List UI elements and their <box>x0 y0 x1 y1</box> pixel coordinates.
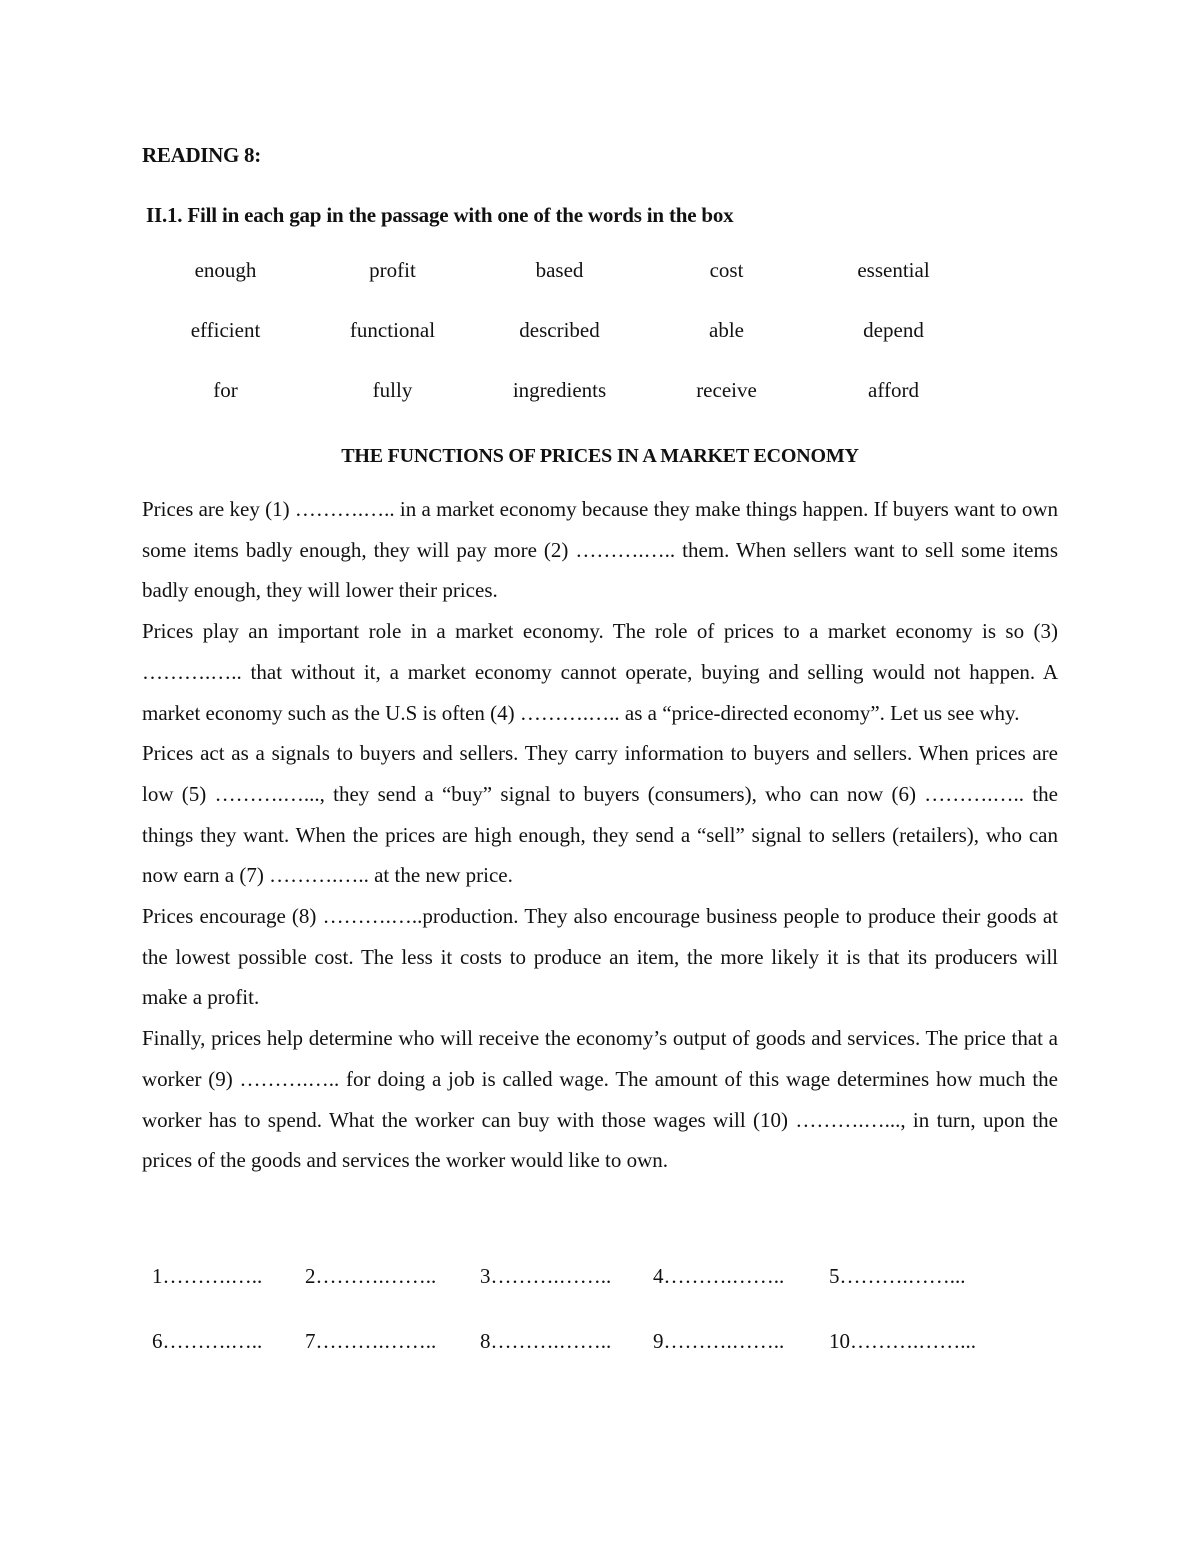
answer-blank: 2……….…….. <box>305 1264 437 1288</box>
answer-blank: 8……….…….. <box>480 1329 612 1353</box>
word-option: efficient <box>190 318 261 342</box>
word-box <box>142 258 977 438</box>
answer-blank: 10……….……... <box>829 1329 976 1353</box>
answer-blank: 5……….……... <box>829 1264 966 1288</box>
reading-heading: READING 8: <box>142 143 261 167</box>
word-option: essential <box>857 258 930 282</box>
word-option: profit <box>369 258 416 282</box>
word-option: described <box>519 318 600 342</box>
answer-blank: 4……….…….. <box>653 1264 785 1288</box>
answer-blank: 7……….…….. <box>305 1329 437 1353</box>
word-option: able <box>709 318 744 342</box>
word-option: cost <box>709 258 744 282</box>
word-option: based <box>535 258 584 282</box>
word-option: receive <box>696 378 757 402</box>
word-option: afford <box>868 378 919 402</box>
answer-blank: 1……….….. <box>152 1264 263 1288</box>
exercise-instruction: II.1. Fill in each gap in the passage with one of the words in the box <box>146 203 734 227</box>
word-box-row <box>142 318 977 378</box>
word-box-row <box>142 258 977 318</box>
passage-paragraph: Prices are key (1) ……….….. in a market economy because they make things happen. If buyers want to own some items badly enough, they will pay more (2) ……….….. them. When sellers want to sell some items badly enough, they will lower their prices. <box>142 497 1058 603</box>
word-option: functional <box>349 318 436 342</box>
answer-row <box>152 1264 1012 1329</box>
answer-blank: 3……….…….. <box>480 1264 612 1288</box>
passage-title: THE FUNCTIONS OF PRICES IN A MARKET ECONOMY <box>341 445 859 467</box>
word-option: enough <box>194 258 257 282</box>
word-option: ingredients <box>512 378 607 402</box>
passage-paragraph: Prices act as a signals to buyers and sellers. They carry information to buyers and sellers. When prices are low (5) ……….…..., they send a “buy” signal to buyers (consumers), who can now (6) ……….….. the things they want. When the prices are high enough, they send a “sell” signal to sellers (retailers), who can now earn a (7) ……….….. at the new price. <box>142 741 1058 888</box>
word-box-row <box>142 378 977 438</box>
passage-paragraph: Prices play an important role in a market economy. The role of prices to a market economy is so (3) ……….….. that without it, a market economy cannot operate, buying and selling would not happen. A market economy such as the U.S is often (4) ……….….. as a “price-directed economy”. Let us see why. <box>142 619 1058 725</box>
word-option: fully <box>372 378 413 402</box>
answer-blank: 6……….….. <box>152 1329 263 1353</box>
reading-passage <box>142 489 1058 1181</box>
passage-paragraph: Prices encourage (8) ……….…..production. They also encourage business people to produce their goods at the lowest possible cost. The less it costs to produce an item, the more likely it is that its producers will make a profit. <box>142 904 1058 1010</box>
answer-row <box>152 1329 1012 1394</box>
passage-paragraph: Finally, prices help determine who will receive the economy’s output of goods and services. The price that a worker (9) ……….….. for doing a job is called wage. The amount of this wage determines how much the worker has to spend. What the worker can buy with those wages will (10) ……….…..., in turn, upon the prices of the goods and services the worker would like to own. <box>142 1026 1058 1173</box>
word-option: depend <box>863 318 924 342</box>
answer-blank: 9……….…….. <box>653 1329 785 1353</box>
answer-grid <box>152 1264 1012 1394</box>
word-option: for <box>213 378 238 402</box>
